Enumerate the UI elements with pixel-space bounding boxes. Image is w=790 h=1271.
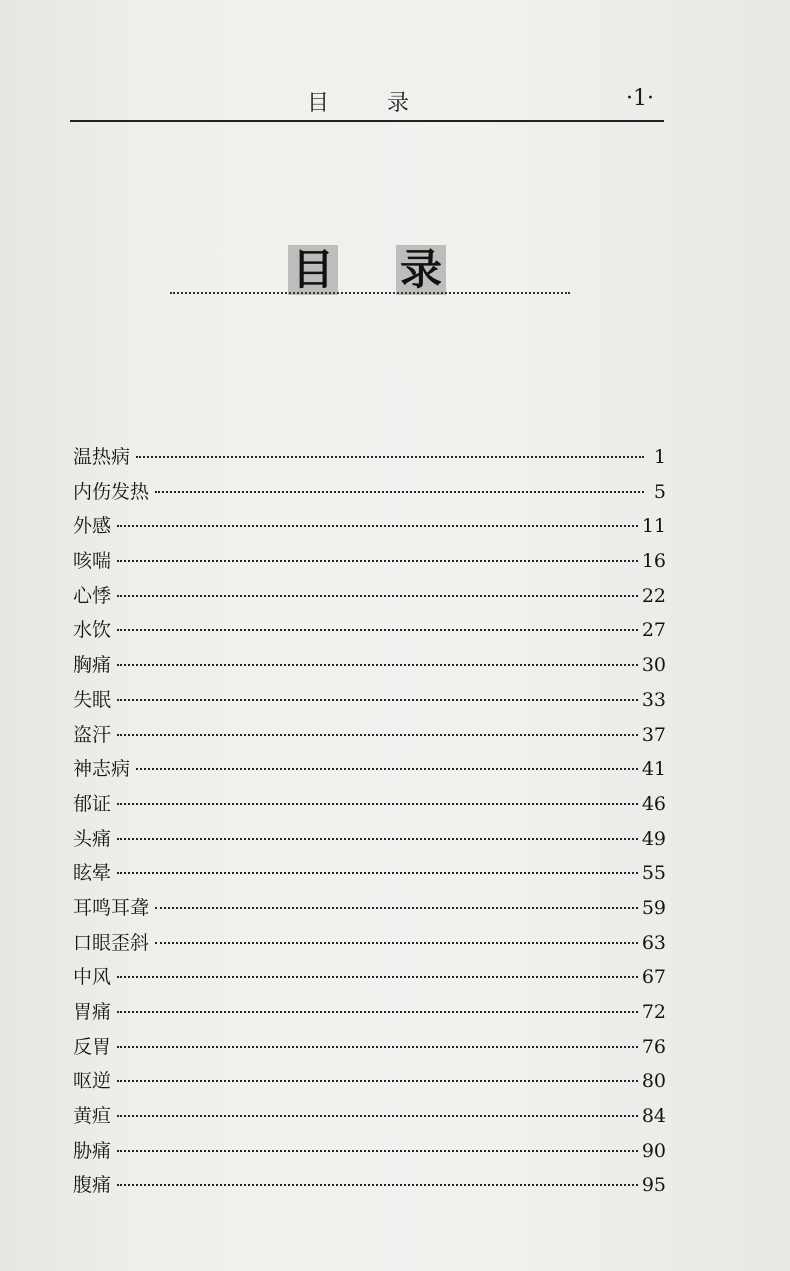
toc-leader-dots: [117, 525, 638, 527]
toc-leader-dots: [117, 1150, 638, 1152]
toc-entry[interactable]: [73, 752, 666, 787]
toc-heading-char-1: 目: [288, 245, 338, 295]
toc-entry[interactable]: [73, 440, 666, 475]
toc-entry[interactable]: [73, 1168, 666, 1203]
toc-entry-title: 神志病: [73, 758, 131, 781]
toc-entry-title: 咳喘: [73, 550, 112, 573]
toc-entry-title: 眩晕: [73, 862, 112, 885]
toc-entry-title: 耳鸣耳聋: [73, 896, 150, 919]
toc-leader-dots: [136, 456, 644, 458]
toc-entry-title: 呕逆: [73, 1070, 112, 1093]
toc-entry-title: 外感: [73, 515, 112, 538]
toc-leader-dots: [117, 838, 638, 840]
toc-heading-rule: [170, 292, 570, 294]
toc-leader-dots: [117, 734, 638, 736]
running-head: [70, 80, 664, 122]
toc-leader-dots: [117, 1115, 638, 1117]
toc-entry-page: 63: [641, 931, 666, 954]
toc-entry[interactable]: [73, 822, 666, 857]
toc-entry-page: 76: [641, 1035, 666, 1058]
toc-entry[interactable]: [73, 648, 666, 683]
toc-leader-dots: [117, 1046, 638, 1048]
toc-entry-title: 郁证: [73, 792, 112, 815]
toc-leader-dots: [155, 491, 644, 493]
toc-entry-page: 84: [641, 1105, 666, 1128]
toc-entry-page: 30: [641, 654, 666, 677]
running-head-title: 目 录: [306, 91, 427, 116]
toc-entry[interactable]: [73, 1134, 666, 1169]
toc-entry-title: 失眠: [73, 688, 112, 711]
toc-entry-title: 黄疸: [73, 1105, 112, 1128]
toc-entry-title: 盗汗: [73, 723, 112, 746]
toc-leader-dots: [117, 595, 638, 597]
toc-entry[interactable]: [73, 683, 666, 718]
toc-entry-page: 95: [641, 1174, 666, 1197]
toc-entry-title: 胁痛: [73, 1139, 112, 1162]
toc-leader-dots: [117, 560, 638, 562]
toc-leader-dots: [117, 1080, 638, 1082]
toc-entry-page: 11: [641, 515, 666, 538]
toc-entry[interactable]: [73, 1064, 666, 1099]
toc-entry-page: 5: [653, 480, 666, 503]
toc-entry-title: 水饮: [73, 619, 112, 642]
toc-entry[interactable]: [73, 613, 666, 648]
toc-entry-page: 55: [641, 862, 666, 885]
toc-leader-dots: [117, 1184, 638, 1186]
toc-entry[interactable]: [73, 787, 666, 822]
toc-leader-dots: [117, 664, 638, 666]
toc-leader-dots: [117, 976, 638, 978]
toc-entry-page: 46: [641, 792, 666, 815]
toc-entry-page: 27: [641, 619, 666, 642]
toc-leader-dots: [117, 699, 638, 701]
toc-entry-page: 22: [641, 584, 666, 607]
toc-entry[interactable]: [73, 1030, 666, 1065]
toc-entry-page: 90: [641, 1139, 666, 1162]
toc-entry-page: 37: [641, 723, 666, 746]
toc-heading-char-2: 录: [396, 245, 446, 295]
toc-entry[interactable]: [73, 509, 666, 544]
toc-entry-page: 33: [641, 688, 666, 711]
toc-leader-dots: [155, 907, 638, 909]
running-head-page-number: ·1·: [626, 86, 654, 111]
toc-leader-dots: [117, 629, 638, 631]
toc-entry-title: 胃痛: [73, 1001, 112, 1023]
toc-entry[interactable]: [73, 891, 666, 926]
toc-entry-page: 59: [641, 896, 666, 919]
toc-entry[interactable]: [73, 475, 666, 510]
toc-entry-title: 中风: [73, 966, 112, 989]
toc-entry-page: 80: [641, 1070, 666, 1093]
toc-entry-title: 口眼歪斜: [73, 931, 150, 954]
toc-entry[interactable]: [73, 995, 666, 1030]
toc-entry[interactable]: [73, 960, 666, 995]
toc-entry-title: 心悸: [73, 584, 112, 607]
toc-leader-dots: [155, 942, 638, 944]
toc-entry-page: 49: [641, 827, 666, 850]
table-of-contents: [73, 440, 666, 1203]
toc-leader-dots: [136, 768, 638, 770]
toc-entry[interactable]: [73, 544, 666, 579]
toc-entry-title: 内伤发热: [73, 480, 150, 503]
toc-leader-dots: [117, 803, 638, 805]
toc-entry-page: 67: [641, 966, 666, 989]
toc-entry[interactable]: [73, 1099, 666, 1134]
toc-entry[interactable]: [73, 926, 666, 961]
toc-entry[interactable]: [73, 856, 666, 891]
toc-entry-page: 72: [641, 1001, 666, 1023]
toc-entry-title: 腹痛: [73, 1174, 112, 1197]
toc-entry-page: 16: [641, 550, 666, 573]
toc-entry-page: 1: [653, 446, 666, 468]
toc-entry-title: 胸痛: [73, 654, 112, 677]
toc-entry-title: 温热病: [73, 446, 131, 468]
toc-entry[interactable]: [73, 718, 666, 753]
toc-entry-page: 41: [641, 758, 666, 781]
toc-leader-dots: [117, 1011, 638, 1013]
toc-entry[interactable]: [73, 579, 666, 614]
toc-entry-title: 头痛: [73, 827, 112, 850]
toc-entry-title: 反胃: [73, 1035, 112, 1058]
toc-leader-dots: [117, 872, 638, 874]
